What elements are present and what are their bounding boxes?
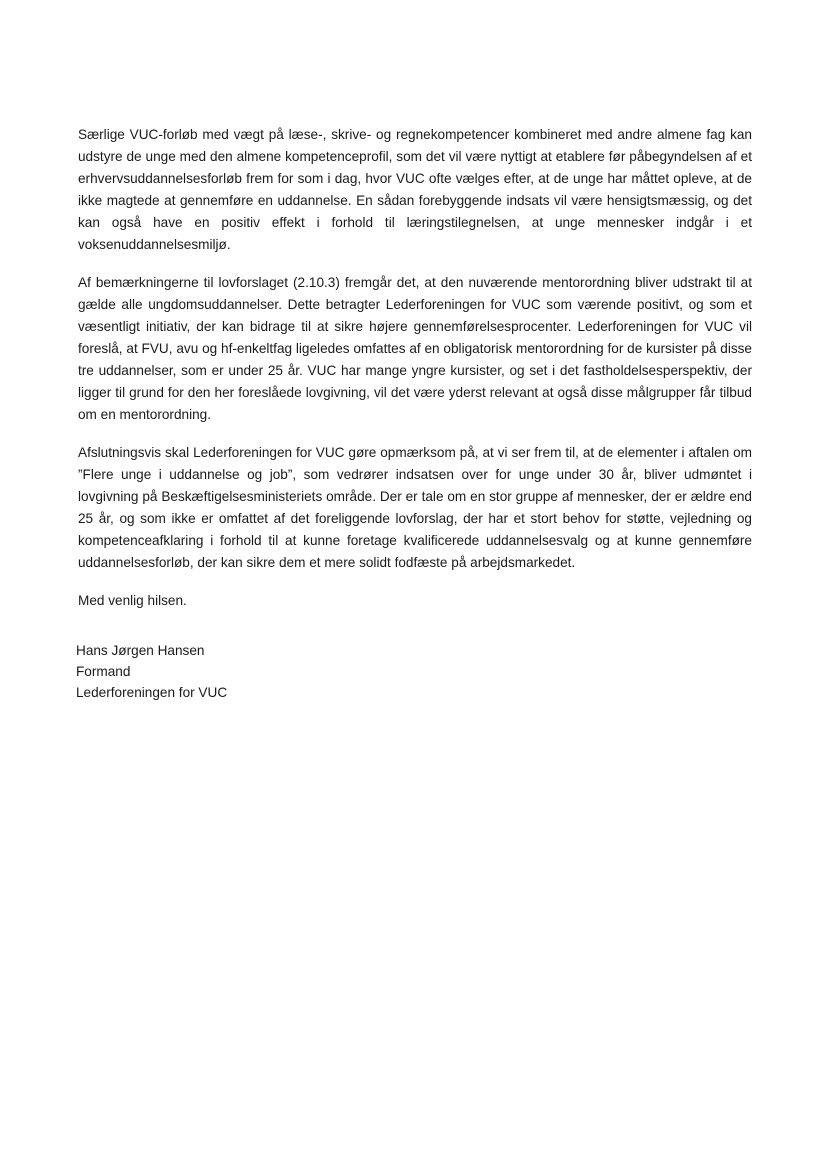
paragraph-mentor-scheme: Af bemærkningerne til lovforslaget (2.10.3) fremgår det, at den nuværende mentorordning bliver udstrakt til at gælde alle ungdomsuddannelser. Dette betragter Lederforeningen for VUC som værende positivt, og som et væsentligt initiativ, der kan bidrage til at sikre højere gennemførelsesprocenter. Lederforeningen for VUC vil foreslå, at FVU, avu og hf-enkeltfag ligeledes omfattes af en obligatorisk mentorordning for de kursister på disse tre uddannelser, som er under 25 år. VUC har mange yngre kursister, og set i det fastholdelsesperspektiv, der ligger til grund for den her foreslåede lovgivning, vil det være yderst relevant at også disse målgrupper får tilbud om en mentorordning. — [78, 275, 752, 422]
letter-body — [78, 124, 752, 612]
paragraph-vuc-courses: Særlige VUC-forløb med vægt på læse-, skrive- og regnekompetencer kombineret med andre almene fag kan udstyre de unge med den almene kompetenceprofil, som det vil være nyttigt at etablere før påbegyndelsen af et erhvervsuddannelsesforløb frem for som i dag, hvor VUC ofte vælges efter, at de unge har måttet opleve, at de ikke magtede at gennemføre en uddannelse. En sådan forebyggende indsats vil være hensigtsmæssig, og det kan også have en positiv effekt i forhold til læringstilegnelsen, at unge mennesker indgår i et voksenuddannelsesmiljø. — [78, 127, 752, 252]
paragraph-conclusion: Afslutningsvis skal Lederforeningen for VUC gøre opmærksom på, at vi ser frem til, at de elementer i aftalen om ”Flere unge i uddannelse og job”, som vedrører indsatsen over for unge under 30 år, bliver udmøntet i lovgivning på Beskæftigelsesministeriets område. Der er tale om en stor gruppe af mennesker, der er ældre end 25 år, og som ikke er omfattet af det foreliggende lovforslag, der har et stort behov for støtte, vejledning og kompetenceafklaring i forhold til at kunne foretage kvalificerede uddannelsesvalg og at kunne gennemføre uddannelsesforløb, der kan sikre dem et mere solidt fodfæste på arbejdsmarkedet. — [78, 445, 752, 570]
signatory-organization: Lederforeningen for VUC — [76, 685, 228, 700]
signatory-title: Formand — [76, 664, 131, 679]
signatory-name: Hans Jørgen Hansen — [76, 643, 205, 658]
signature-block — [76, 640, 476, 703]
closing-greeting: Med venlig hilsen. — [78, 593, 187, 608]
